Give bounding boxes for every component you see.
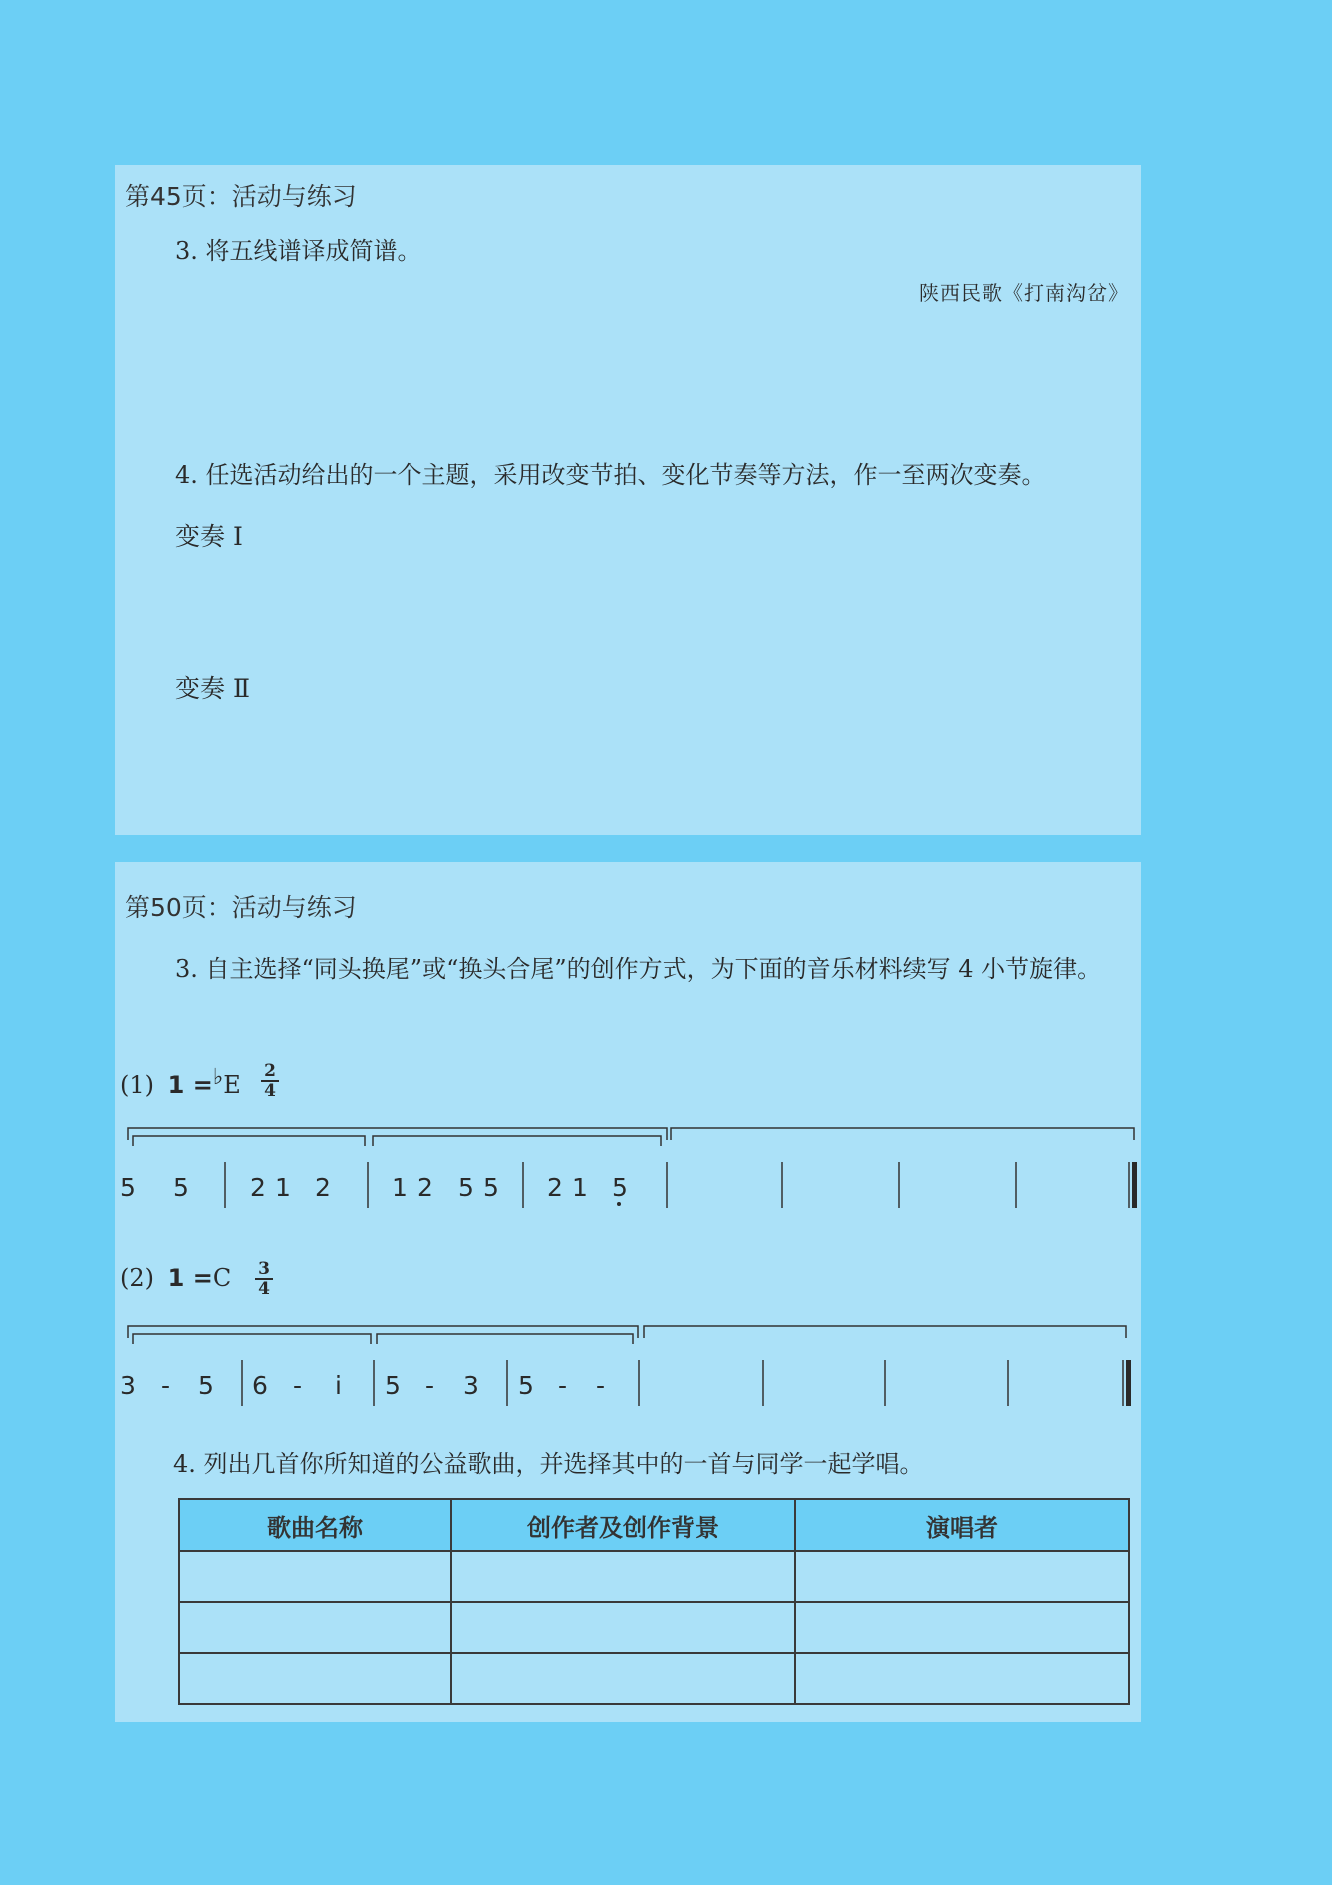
table-cell[interactable] xyxy=(795,1551,1129,1602)
sub-bracket xyxy=(133,1334,371,1344)
note: - xyxy=(293,1371,303,1400)
key-text: 1 = xyxy=(167,1071,213,1099)
note: 1 xyxy=(392,1173,408,1202)
sub-bracket xyxy=(373,1136,661,1146)
note: - xyxy=(425,1371,435,1400)
time-top: 3 xyxy=(258,1259,270,1279)
note: 5 xyxy=(385,1371,401,1400)
note: 5 xyxy=(483,1173,499,1202)
column-header-creator: 创作者及创作背景 xyxy=(451,1499,795,1551)
final-barline xyxy=(1126,1360,1131,1406)
melody-label: (2) xyxy=(120,1264,154,1292)
table-cell[interactable] xyxy=(451,1602,795,1653)
phrase-bracket xyxy=(128,1326,638,1338)
note: - xyxy=(161,1371,171,1400)
song-source: 陕西民歌《打南沟岔》 xyxy=(919,281,1129,305)
phrase-bracket xyxy=(644,1326,1126,1338)
table-row xyxy=(179,1653,1129,1704)
sub-bracket xyxy=(133,1136,365,1146)
phrase-bracket xyxy=(671,1128,1134,1140)
page-45-panel xyxy=(115,165,1141,835)
question-4-text: 4. 列出几首你所知道的公益歌曲，并选择其中的一首与同学一起学唱。 xyxy=(173,1450,924,1478)
question-4-text: 4. 任选活动给出的一个主题，采用改变节拍、变化节奏等方法，作一至两次变奏。 xyxy=(175,461,1046,489)
melody-1-time-signature xyxy=(260,1062,280,1100)
note: 5 xyxy=(518,1371,534,1400)
time-bottom: 4 xyxy=(258,1279,270,1299)
note: 1 xyxy=(572,1173,588,1202)
note: 6 xyxy=(252,1371,268,1400)
time-top: 2 xyxy=(264,1061,276,1081)
flat-sign: ♭ xyxy=(212,1065,224,1090)
note: 5 xyxy=(458,1173,474,1202)
column-header-performer: 演唱者 xyxy=(795,1499,1129,1551)
note: 2 xyxy=(547,1173,563,1202)
table-cell[interactable] xyxy=(451,1653,795,1704)
song-table xyxy=(178,1498,1130,1705)
question-3-text: 3. 自主选择“同头换尾”或“换头合尾”的创作方式，为下面的音乐材料续写 4 小节旋律。 xyxy=(175,955,1102,983)
melody-2-key-signature xyxy=(120,1264,231,1292)
note: i xyxy=(335,1371,342,1400)
table-cell[interactable] xyxy=(179,1551,451,1602)
table-cell[interactable] xyxy=(179,1653,451,1704)
melody-1-staff xyxy=(115,1124,1141,1214)
note: 5 xyxy=(173,1173,189,1202)
melody-2-time-signature xyxy=(254,1260,274,1298)
column-header-song-name: 歌曲名称 xyxy=(179,1499,451,1551)
final-barline xyxy=(1132,1162,1137,1208)
note: 2 xyxy=(417,1173,433,1202)
section-heading: 第45页：活动与练习 xyxy=(125,182,357,211)
note: 3 xyxy=(463,1371,479,1400)
phrase-bracket xyxy=(128,1128,667,1140)
note: - xyxy=(596,1371,606,1400)
table-header-row xyxy=(179,1499,1129,1551)
table-row xyxy=(179,1602,1129,1653)
table-cell[interactable] xyxy=(795,1653,1129,1704)
key-note: C xyxy=(212,1264,232,1292)
note: 5 xyxy=(198,1371,214,1400)
note: - xyxy=(558,1371,568,1400)
table-row xyxy=(179,1551,1129,1602)
note: 2 xyxy=(315,1173,331,1202)
sub-bracket xyxy=(377,1334,633,1344)
melody-label: (1) xyxy=(120,1071,154,1099)
page-50-panel xyxy=(115,862,1141,1722)
question-3-text: 3. 将五线谱译成简谱。 xyxy=(175,237,422,265)
note: 1 xyxy=(275,1173,291,1202)
section-heading: 第50页：活动与练习 xyxy=(125,893,357,922)
table-cell[interactable] xyxy=(451,1551,795,1602)
note: 2 xyxy=(250,1173,266,1202)
key-note: E xyxy=(223,1071,241,1099)
note: 5 xyxy=(120,1173,136,1202)
key-text: 1 = xyxy=(167,1264,213,1292)
table-cell[interactable] xyxy=(795,1602,1129,1653)
melody-1-key-signature xyxy=(120,1065,241,1099)
lower-octave-dot xyxy=(617,1202,621,1206)
note: 5 xyxy=(612,1173,628,1202)
table-cell[interactable] xyxy=(179,1602,451,1653)
melody-2-staff xyxy=(115,1322,1141,1412)
time-bottom: 4 xyxy=(264,1081,276,1101)
variation-1-label: 变奏 Ⅰ xyxy=(175,522,243,551)
variation-2-label: 变奏 Ⅱ xyxy=(175,674,250,703)
note: 3 xyxy=(120,1371,136,1400)
